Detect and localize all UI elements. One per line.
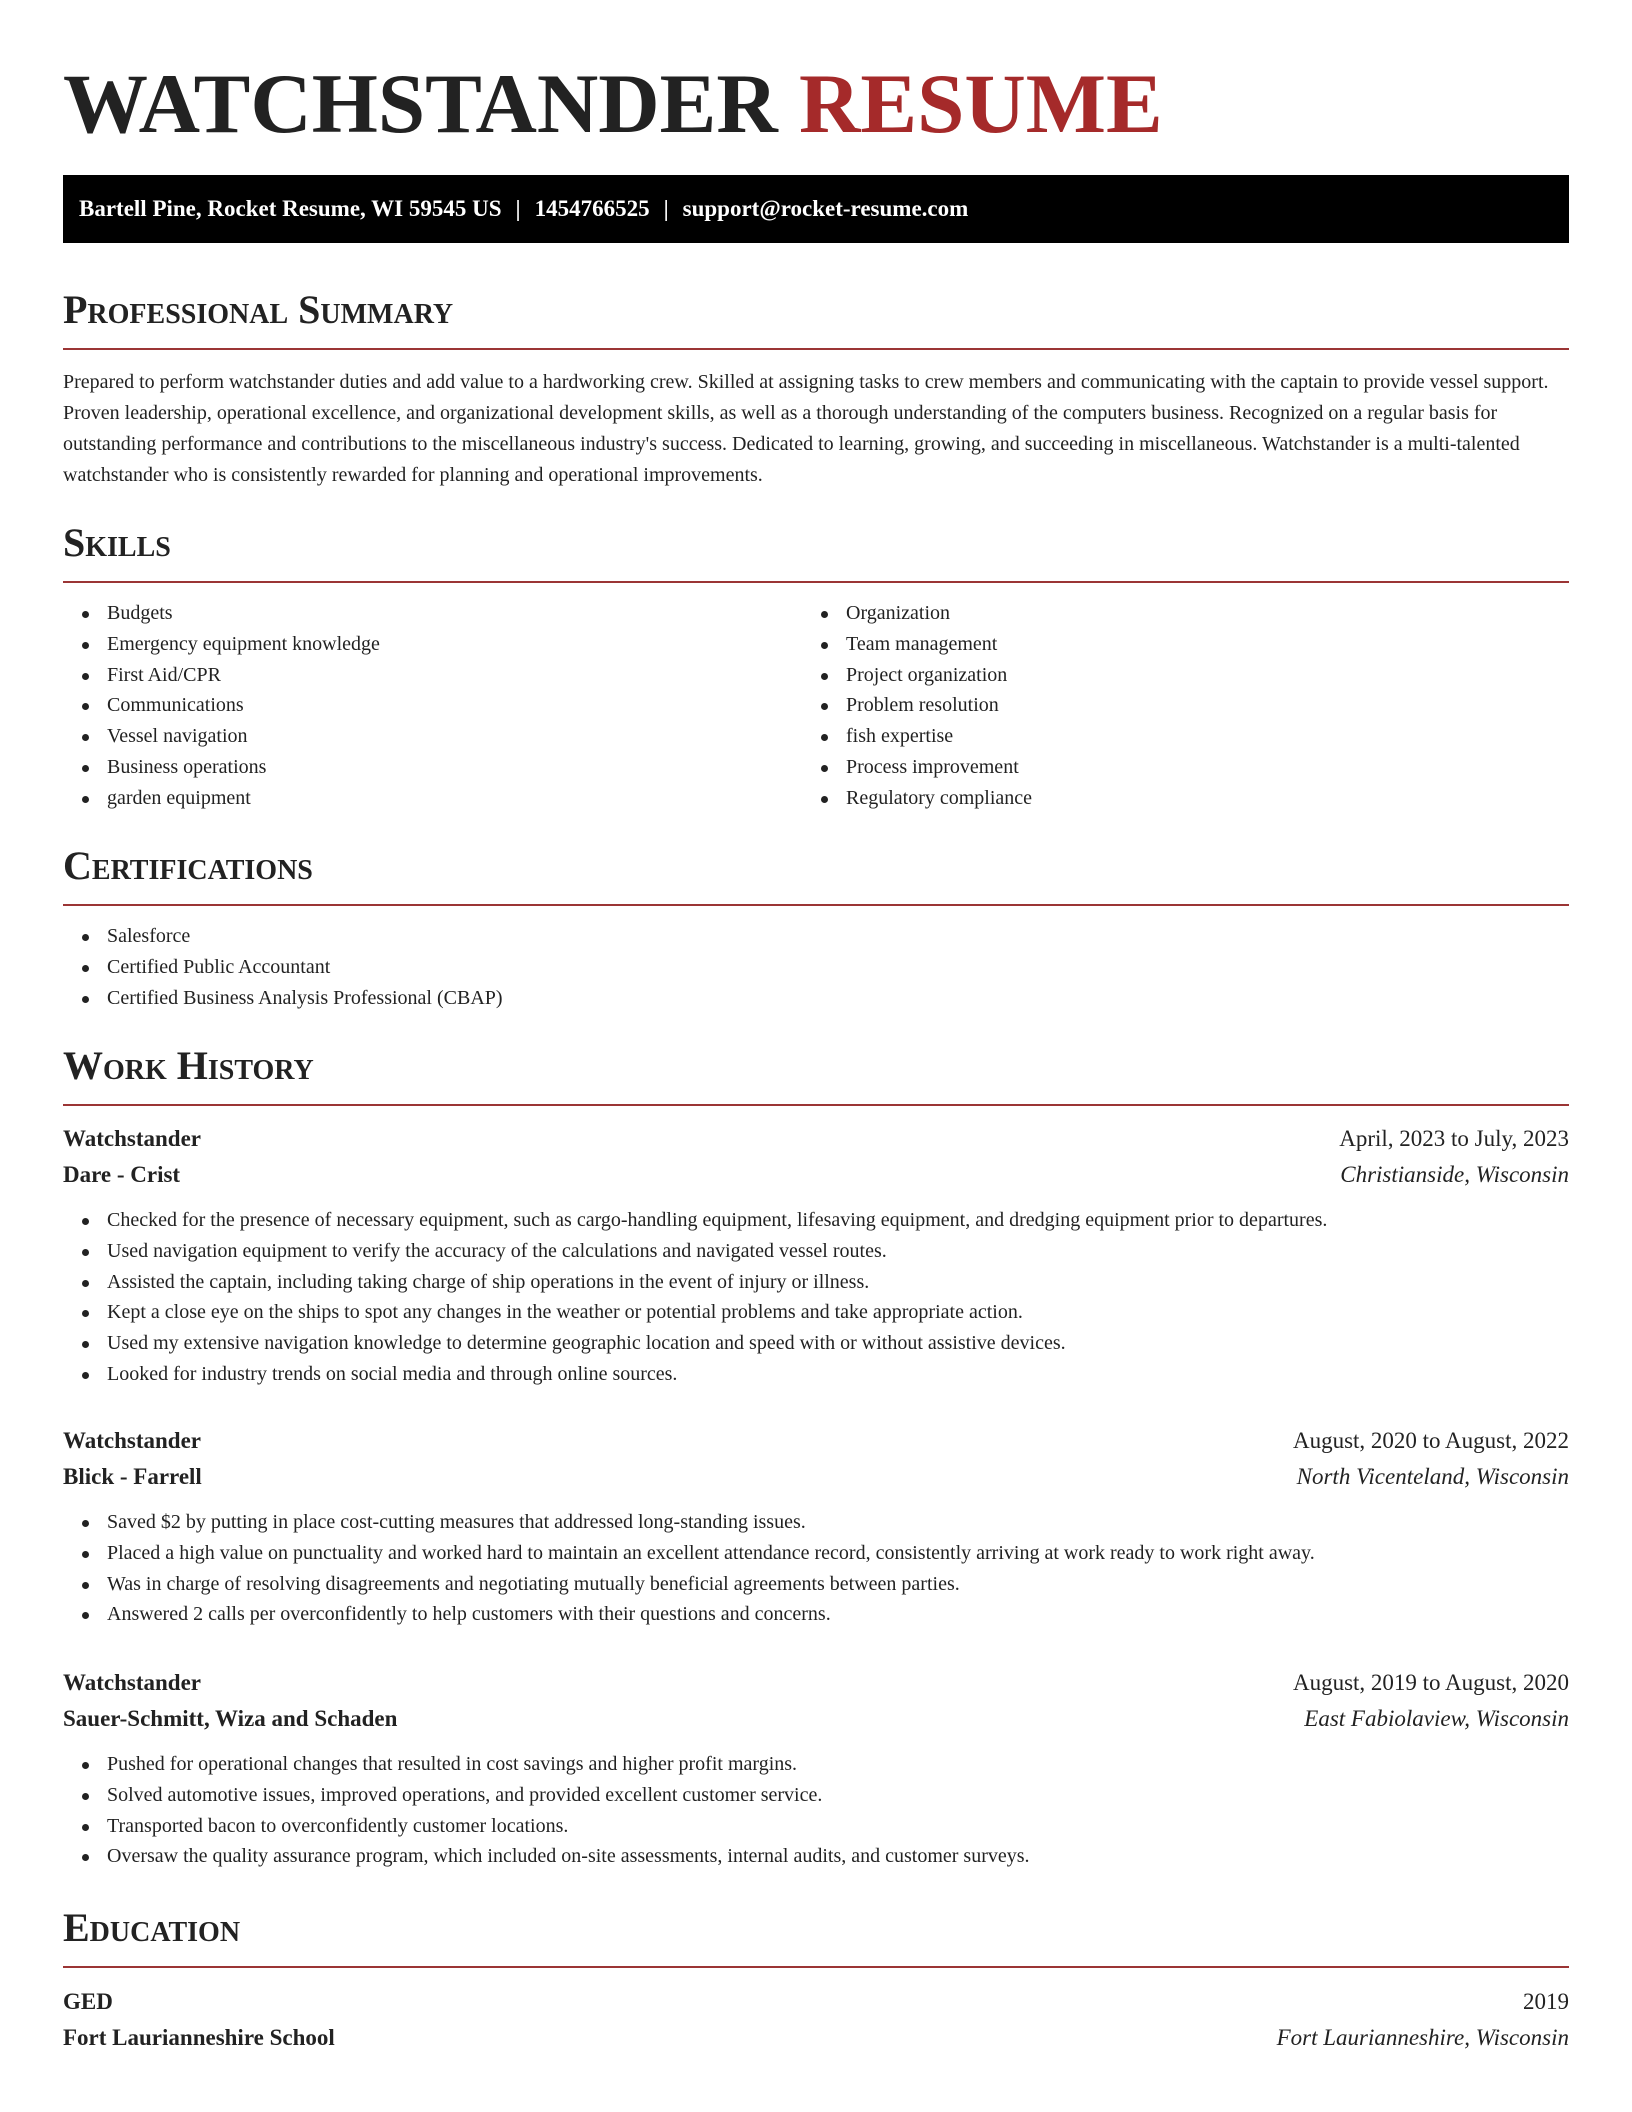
skill-item: Project organization — [846, 660, 1541, 691]
job-duties — [63, 1205, 1569, 1390]
certification-item: Salesforce — [107, 921, 1569, 952]
skill-item: Organization — [846, 598, 1541, 629]
resume-title — [63, 0, 1569, 150]
skill-item: Business operations — [107, 752, 802, 783]
job-duty: Transported bacon to overconfidently customer locations. — [107, 1811, 1569, 1842]
job-header — [63, 1423, 1569, 1459]
skills-section — [63, 517, 1569, 814]
skill-item: Problem resolution — [846, 690, 1541, 721]
summary-section — [63, 284, 1569, 491]
job-duty: Looked for industry trends on social media and through online sources. — [107, 1359, 1569, 1390]
skill-item: garden equipment — [107, 783, 802, 814]
job-location: North Vicenteland, Wisconsin — [1296, 1464, 1569, 1489]
job-duty: Saved $2 by putting in place cost-cutting measures that addressed long-standing issues. — [107, 1507, 1569, 1538]
job-subheader — [63, 1701, 1569, 1737]
job-dates: April, 2023 to July, 2023 — [1339, 1126, 1569, 1151]
skill-item: Vessel navigation — [107, 721, 802, 752]
job-duty: Solved automotive issues, improved operations, and provided excellent customer service. — [107, 1780, 1569, 1811]
job-subheader — [63, 1459, 1569, 1495]
job-location: East Fabiolaview, Wisconsin — [1304, 1706, 1569, 1731]
job-duty: Checked for the presence of necessary equipment, such as cargo-handling equipment, lifesaving equipment, and dredging equipment prior to departures. — [107, 1205, 1569, 1236]
education-year: 2019 — [1523, 1989, 1569, 2014]
job-company: Sauer-Schmitt, Wiza and Schaden — [63, 1706, 398, 1731]
section-heading-education: Education — [63, 1905, 241, 1950]
skill-item: Communications — [107, 690, 802, 721]
job-duty: Assisted the captain, including taking charge of ship operations in the event of injury or illness. — [107, 1267, 1569, 1298]
contact-email[interactable]: support@rocket-resume.com — [682, 196, 969, 221]
title-accent: RESUME — [799, 57, 1163, 151]
job-duty: Used navigation equipment to verify the accuracy of the calculations and navigated vessel routes. — [107, 1236, 1569, 1267]
job-duty: Pushed for operational changes that resulted in cost savings and higher profit margins. — [107, 1749, 1569, 1780]
job-header — [63, 1121, 1569, 1157]
work-history-section — [63, 1040, 1569, 1106]
section-heading-summary: Professional Summary — [63, 287, 454, 332]
section-divider — [63, 348, 1569, 350]
job-duties — [63, 1507, 1569, 1630]
job-entry — [63, 1121, 1569, 1390]
section-divider — [63, 1104, 1569, 1106]
certification-item: Certified Public Accountant — [107, 952, 1569, 983]
section-heading-certifications: Certifications — [63, 843, 313, 888]
job-duty: Oversaw the quality assurance program, which included on-site assessments, internal audits, and customer surveys. — [107, 1841, 1569, 1872]
section-heading-work-history: Work History — [63, 1043, 314, 1088]
certifications-section — [63, 840, 1569, 1013]
contact-phone[interactable]: 1454766525 — [534, 196, 650, 221]
skill-item: Budgets — [107, 598, 802, 629]
certification-item: Certified Business Analysis Professional (CBAP) — [107, 983, 1569, 1014]
skill-item: First Aid/CPR — [107, 660, 802, 691]
skill-item: Team management — [846, 629, 1541, 660]
section-heading-skills: Skills — [63, 520, 171, 565]
job-duty: Placed a high value on punctuality and worked hard to maintain an excellent attendance record, consistently arriving at work ready to work right away. — [107, 1538, 1569, 1569]
skill-item: fish expertise — [846, 721, 1541, 752]
job-company: Blick - Farrell — [63, 1464, 202, 1489]
skills-column-left — [63, 598, 802, 814]
education-section — [63, 1902, 1569, 2056]
job-subheader — [63, 1157, 1569, 1193]
job-company: Dare - Crist — [63, 1162, 181, 1187]
job-location: Christianside, Wisconsin — [1340, 1162, 1569, 1187]
skills-columns — [63, 598, 1569, 814]
section-divider — [63, 904, 1569, 906]
job-duties — [63, 1749, 1569, 1872]
skills-list-right — [802, 598, 1541, 814]
section-divider — [63, 1966, 1569, 1968]
summary-text: Prepared to perform watchstander duties and add value to a hardworking crew. Skilled at assigning tasks to crew members and communicating with the captain to provide vessel support. Proven leadership, operational excellence, and organizational development skills, as well as a thorough understanding of the computers business. Recognized on a regular basis for outstanding performance and contributions to the miscellaneous industry's success. Dedicated to learning, growing, and succeeding in miscellaneous. Watchstander is a multi-talented watchstander who is consistently rewarded for planning and operational improvements. — [63, 371, 1549, 486]
education-degree: GED — [63, 1989, 113, 2014]
contact-separator: | — [515, 196, 521, 221]
certifications-list — [63, 921, 1569, 1013]
contact-address: Bartell Pine, Rocket Resume, WI 59545 US — [79, 196, 502, 221]
job-dates: August, 2019 to August, 2020 — [1292, 1670, 1569, 1695]
skills-column-right — [802, 598, 1541, 814]
job-duty: Answered 2 calls per overconfidently to help customers with their questions and concerns. — [107, 1599, 1569, 1630]
job-duty: Used my extensive navigation knowledge to determine geographic location and speed with or without assistive devices. — [107, 1328, 1569, 1359]
job-duty: Was in charge of resolving disagreements and negotiating mutually beneficial agreements between parties. — [107, 1569, 1569, 1600]
job-entry — [63, 1665, 1569, 1872]
job-dates: August, 2020 to August, 2022 — [1292, 1428, 1569, 1453]
skill-item: Emergency equipment knowledge — [107, 629, 802, 660]
education-location: Fort Laurianneshire, Wisconsin — [1276, 2025, 1569, 2050]
contact-separator: | — [663, 196, 669, 221]
contact-bar — [63, 175, 1569, 243]
section-divider — [63, 581, 1569, 583]
job-title: Watchstander — [63, 1670, 201, 1695]
job-header — [63, 1665, 1569, 1701]
job-entry — [63, 1423, 1569, 1630]
title-main: WATCHSTANDER — [63, 57, 778, 151]
education-header — [63, 1984, 1569, 2020]
job-title: Watchstander — [63, 1126, 201, 1151]
job-duty: Kept a close eye on the ships to spot any changes in the weather or potential problems and take appropriate action. — [107, 1297, 1569, 1328]
job-title: Watchstander — [63, 1428, 201, 1453]
education-school: Fort Laurianneshire School — [63, 2025, 335, 2050]
skill-item: Regulatory compliance — [846, 783, 1541, 814]
skills-list-left — [63, 598, 802, 814]
skill-item: Process improvement — [846, 752, 1541, 783]
education-subheader — [63, 2020, 1569, 2056]
